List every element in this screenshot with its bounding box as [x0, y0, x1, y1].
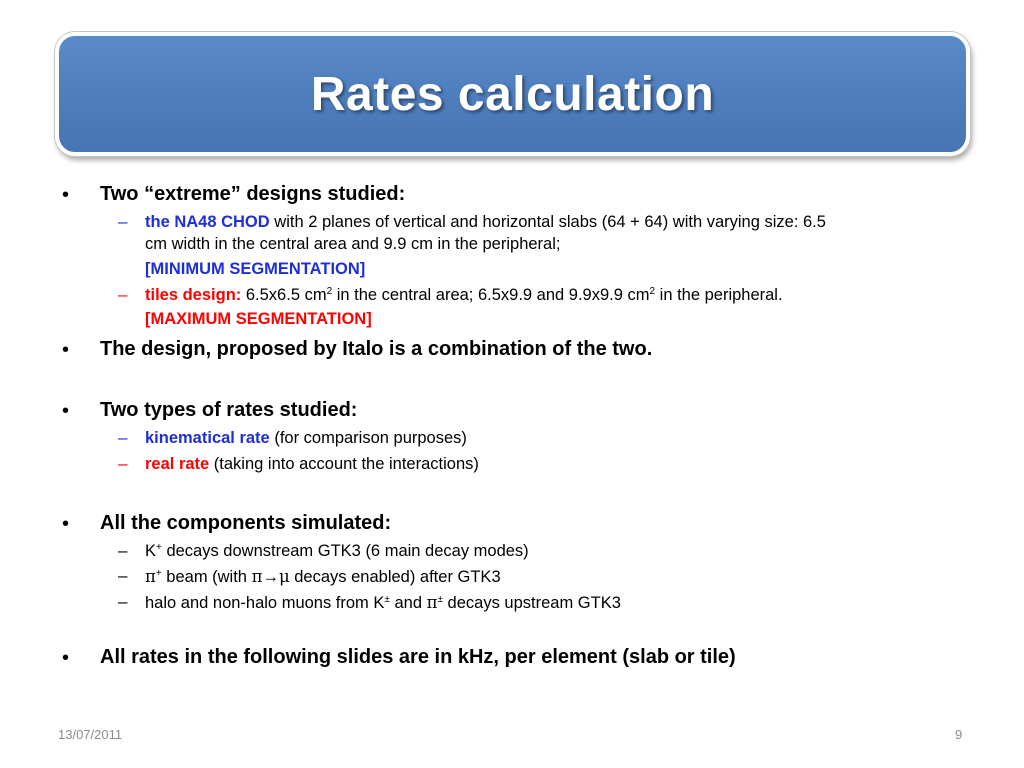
bullet-components [100, 512, 391, 535]
real-rate-text: (taking into account the interactions) [209, 455, 479, 473]
halo-text-and: and [389, 594, 427, 612]
bullet-text: Two types of rates studied: [100, 399, 358, 421]
pion-symbol: π [251, 567, 263, 586]
bullet-text: The design, proposed by Italo is a combination of the two. [100, 338, 653, 360]
kaon-symbol: K [145, 542, 157, 560]
footer-date: 13/07/2011 [58, 727, 123, 742]
max-segmentation-tag: [MAXIMUM SEGMENTATION] [145, 310, 372, 328]
muon-symbol: μ [278, 567, 290, 586]
bullet-text: All the components simulated: [100, 512, 392, 534]
halo-text: halo and non-halo muons from K [145, 594, 385, 612]
dash-marker: – [118, 592, 128, 611]
slide-title: Rates calculation [310, 67, 715, 121]
superscript: ± [384, 594, 390, 605]
bullet-rates-units [100, 646, 736, 669]
dash-marker: – [118, 454, 128, 473]
bullet-text: Two “extreme” designs studied: [100, 183, 406, 205]
superscript: ± [437, 594, 443, 605]
dash-marker: – [118, 566, 128, 585]
bullet-text: All rates in the following slides are in kHz, per element (slab or tile) [100, 646, 736, 668]
dash-marker: – [118, 285, 128, 304]
kinematical-rate-label: kinematical rate [145, 429, 270, 447]
bullet-combination [100, 338, 652, 361]
dash-marker: – [118, 541, 128, 560]
bullet-marker: • [62, 339, 70, 361]
bullet-marker: • [62, 647, 70, 669]
min-segmentation-line [145, 260, 365, 279]
min-segmentation-tag: [MINIMUM SEGMENTATION] [145, 260, 366, 278]
bullet-designs [100, 183, 405, 206]
pion-beam-text: beam (with [161, 568, 252, 586]
bullet-marker: • [62, 400, 70, 422]
kaon-text: decays downstream GTK3 (6 main decay modes) [161, 542, 529, 560]
kinematical-rate-text: (for comparison purposes) [269, 429, 467, 447]
bullet-marker: • [62, 184, 70, 206]
sub-bullet-pion-beam [145, 567, 501, 587]
sub-bullet-kinematical-rate [145, 429, 467, 448]
sub-bullet-halo-muons [145, 593, 621, 613]
superscript: 2 [649, 286, 656, 297]
pion-symbol: π [426, 593, 438, 612]
superscript: 2 [326, 286, 333, 297]
na48-chod-label: the NA48 CHOD [145, 213, 270, 231]
superscript: + [156, 542, 162, 553]
bullet-marker: • [62, 513, 70, 535]
sub-bullet-real-rate [145, 455, 479, 474]
dash-marker: – [118, 212, 128, 231]
na48-chod-text: with 2 planes of vertical and horizontal slabs (64 + 64) with varying size: 6.5 [269, 213, 826, 231]
dash-marker: – [118, 428, 128, 447]
tiles-text-1: 6.5x6.5 cm [241, 286, 327, 304]
max-segmentation-line [145, 310, 372, 329]
tiles-text-2: in the central area; 6.5x9.9 and 9.9x9.9 cm [332, 286, 650, 304]
na48-chod-text-cont: cm width in the central area and 9.9 cm in the peripheral; [145, 235, 561, 253]
sub-bullet-kaon-decays [145, 542, 529, 561]
tiles-text-3: in the peripheral. [655, 286, 783, 304]
na48-chod-text-line2 [145, 235, 560, 254]
superscript: + [155, 568, 162, 579]
sub-bullet-na48-chod [145, 213, 826, 232]
tiles-design-label: tiles design: [145, 286, 242, 304]
pion-beam-text-tail: decays enabled) after GTK3 [289, 568, 501, 586]
sub-bullet-tiles-design [145, 286, 783, 305]
page-number: 9 [955, 727, 963, 742]
bullet-rate-types [100, 399, 357, 422]
pion-symbol: π [145, 567, 156, 586]
real-rate-label: real rate [145, 455, 210, 473]
title-banner [55, 32, 970, 156]
halo-text-tail: decays upstream GTK3 [442, 594, 621, 612]
arrow-right-icon: → [262, 568, 279, 586]
